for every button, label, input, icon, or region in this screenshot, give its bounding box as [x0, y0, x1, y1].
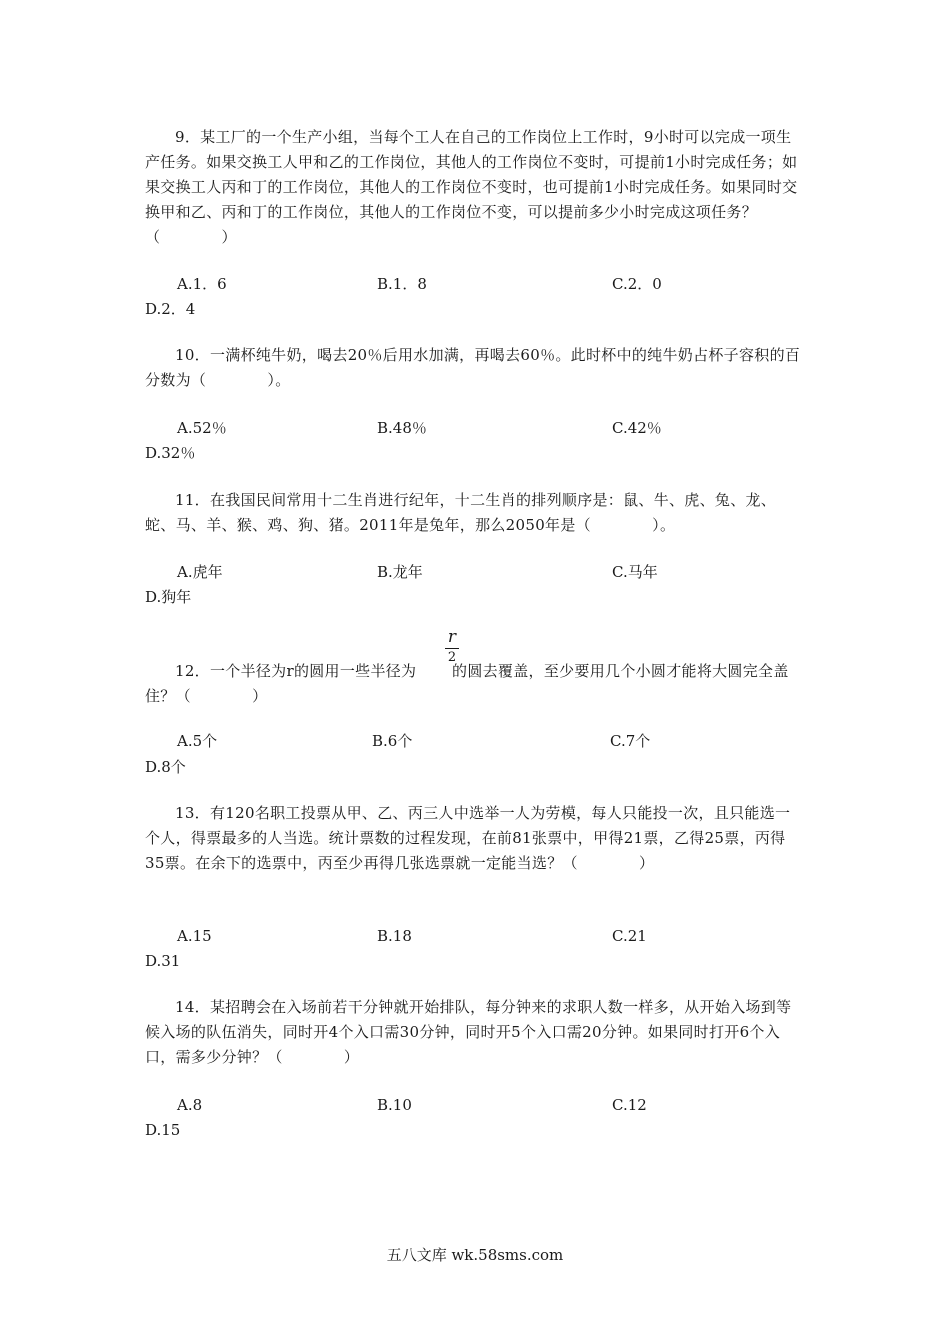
fraction-denominator: 2	[447, 650, 457, 665]
question-12-option-d: D.8个	[145, 758, 186, 776]
question-9-text: 9．某工厂的一个生产小组，当每个工人在自己的工作岗位上工作时，9小时可以完成一项生产任务。如果交换工人甲和乙的工作岗位，其他人的工作岗位不变时，可提前1小时完成任务；如果交换工人丙和丁的工作岗位，其他人的工作岗位不变时，也可提前1小时完成任务。如果同时交换甲和乙、丙和丁的工作岗位，其他人的工作岗位不变，可以提前多少小时完成这项任务？（ ）	[145, 128, 798, 246]
question-10-option-b: B.48％	[377, 419, 427, 437]
question-10-option-a: A.52％	[177, 419, 227, 437]
question-13-option-d: D.31	[145, 952, 181, 970]
question-10-option-c: C.42％	[612, 419, 662, 437]
fraction-bar	[445, 648, 459, 649]
question-13-option-a: A.15	[177, 927, 212, 945]
question-11-text: 11．在我国民间常用十二生肖进行纪年，十二生肖的排列顺序是：鼠、牛、虎、兔、龙、蛇、马、羊、猴、鸡、狗、猪。2011年是兔年，那么2050年是（ ）。	[145, 491, 777, 534]
question-13-text: 13．有120名职工投票从甲、乙、丙三人中选举一人为劳模，每人只能投一次，且只能选一个人，得票最多的人当选。统计票数的过程发现，在前81张票中，甲得21票，乙得25票，丙得35票。在余下的选票中，丙至少再得几张选票就一定能当选？（ ）	[145, 804, 791, 872]
question-14-option-c: C.12	[612, 1096, 647, 1114]
question-14-option-b: B.10	[377, 1096, 412, 1114]
question-14-option-d: D.15	[145, 1121, 181, 1139]
question-12-option-b: B.6个	[372, 732, 413, 750]
question-9-option-b: B.1．8	[377, 275, 427, 293]
question-11-option-d: D.狗年	[145, 588, 192, 606]
question-9-option-d: D.2．4	[145, 300, 196, 318]
question-9-option-c: C.2．0	[612, 275, 662, 293]
question-13-option-b: B.18	[377, 927, 412, 945]
fraction-numerator: r	[447, 627, 457, 647]
question-14-text: 14．某招聘会在入场前若干分钟就开始排队，每分钟来的求职人数一样多，从开始入场到等候入场的队伍消失，同时开4个入口需30分钟，同时开5个入口需20分钟。如果同时打开6个入口，需多少分钟？（ ）	[145, 998, 792, 1066]
question-12-option-c: C.7个	[610, 732, 651, 750]
question-12-text: 12．一个半径为r的圆用一些半径为 的圆去覆盖，至少要用几个小圆才能将大圆完全盖住？（ ）	[145, 662, 789, 705]
question-10-option-d: D.32％	[145, 444, 196, 462]
question-9-option-a: A.1．6	[177, 275, 227, 293]
question-13-option-c: C.21	[612, 927, 647, 945]
question-14-option-a: A.8	[177, 1096, 203, 1114]
question-10-text: 10．一满杯纯牛奶，喝去20％后用水加满，再喝去60％。此时杯中的纯牛奶占杯子容积的百分数为（ ）。	[145, 346, 801, 389]
question-11-option-b: B.龙年	[377, 563, 423, 581]
page-footer: 五八文库 wk.58sms.com	[386, 1246, 564, 1264]
question-11-option-c: C.马年	[612, 563, 658, 581]
question-12-option-a: A.5个	[177, 732, 218, 750]
question-11-option-a: A.虎年	[177, 563, 223, 581]
